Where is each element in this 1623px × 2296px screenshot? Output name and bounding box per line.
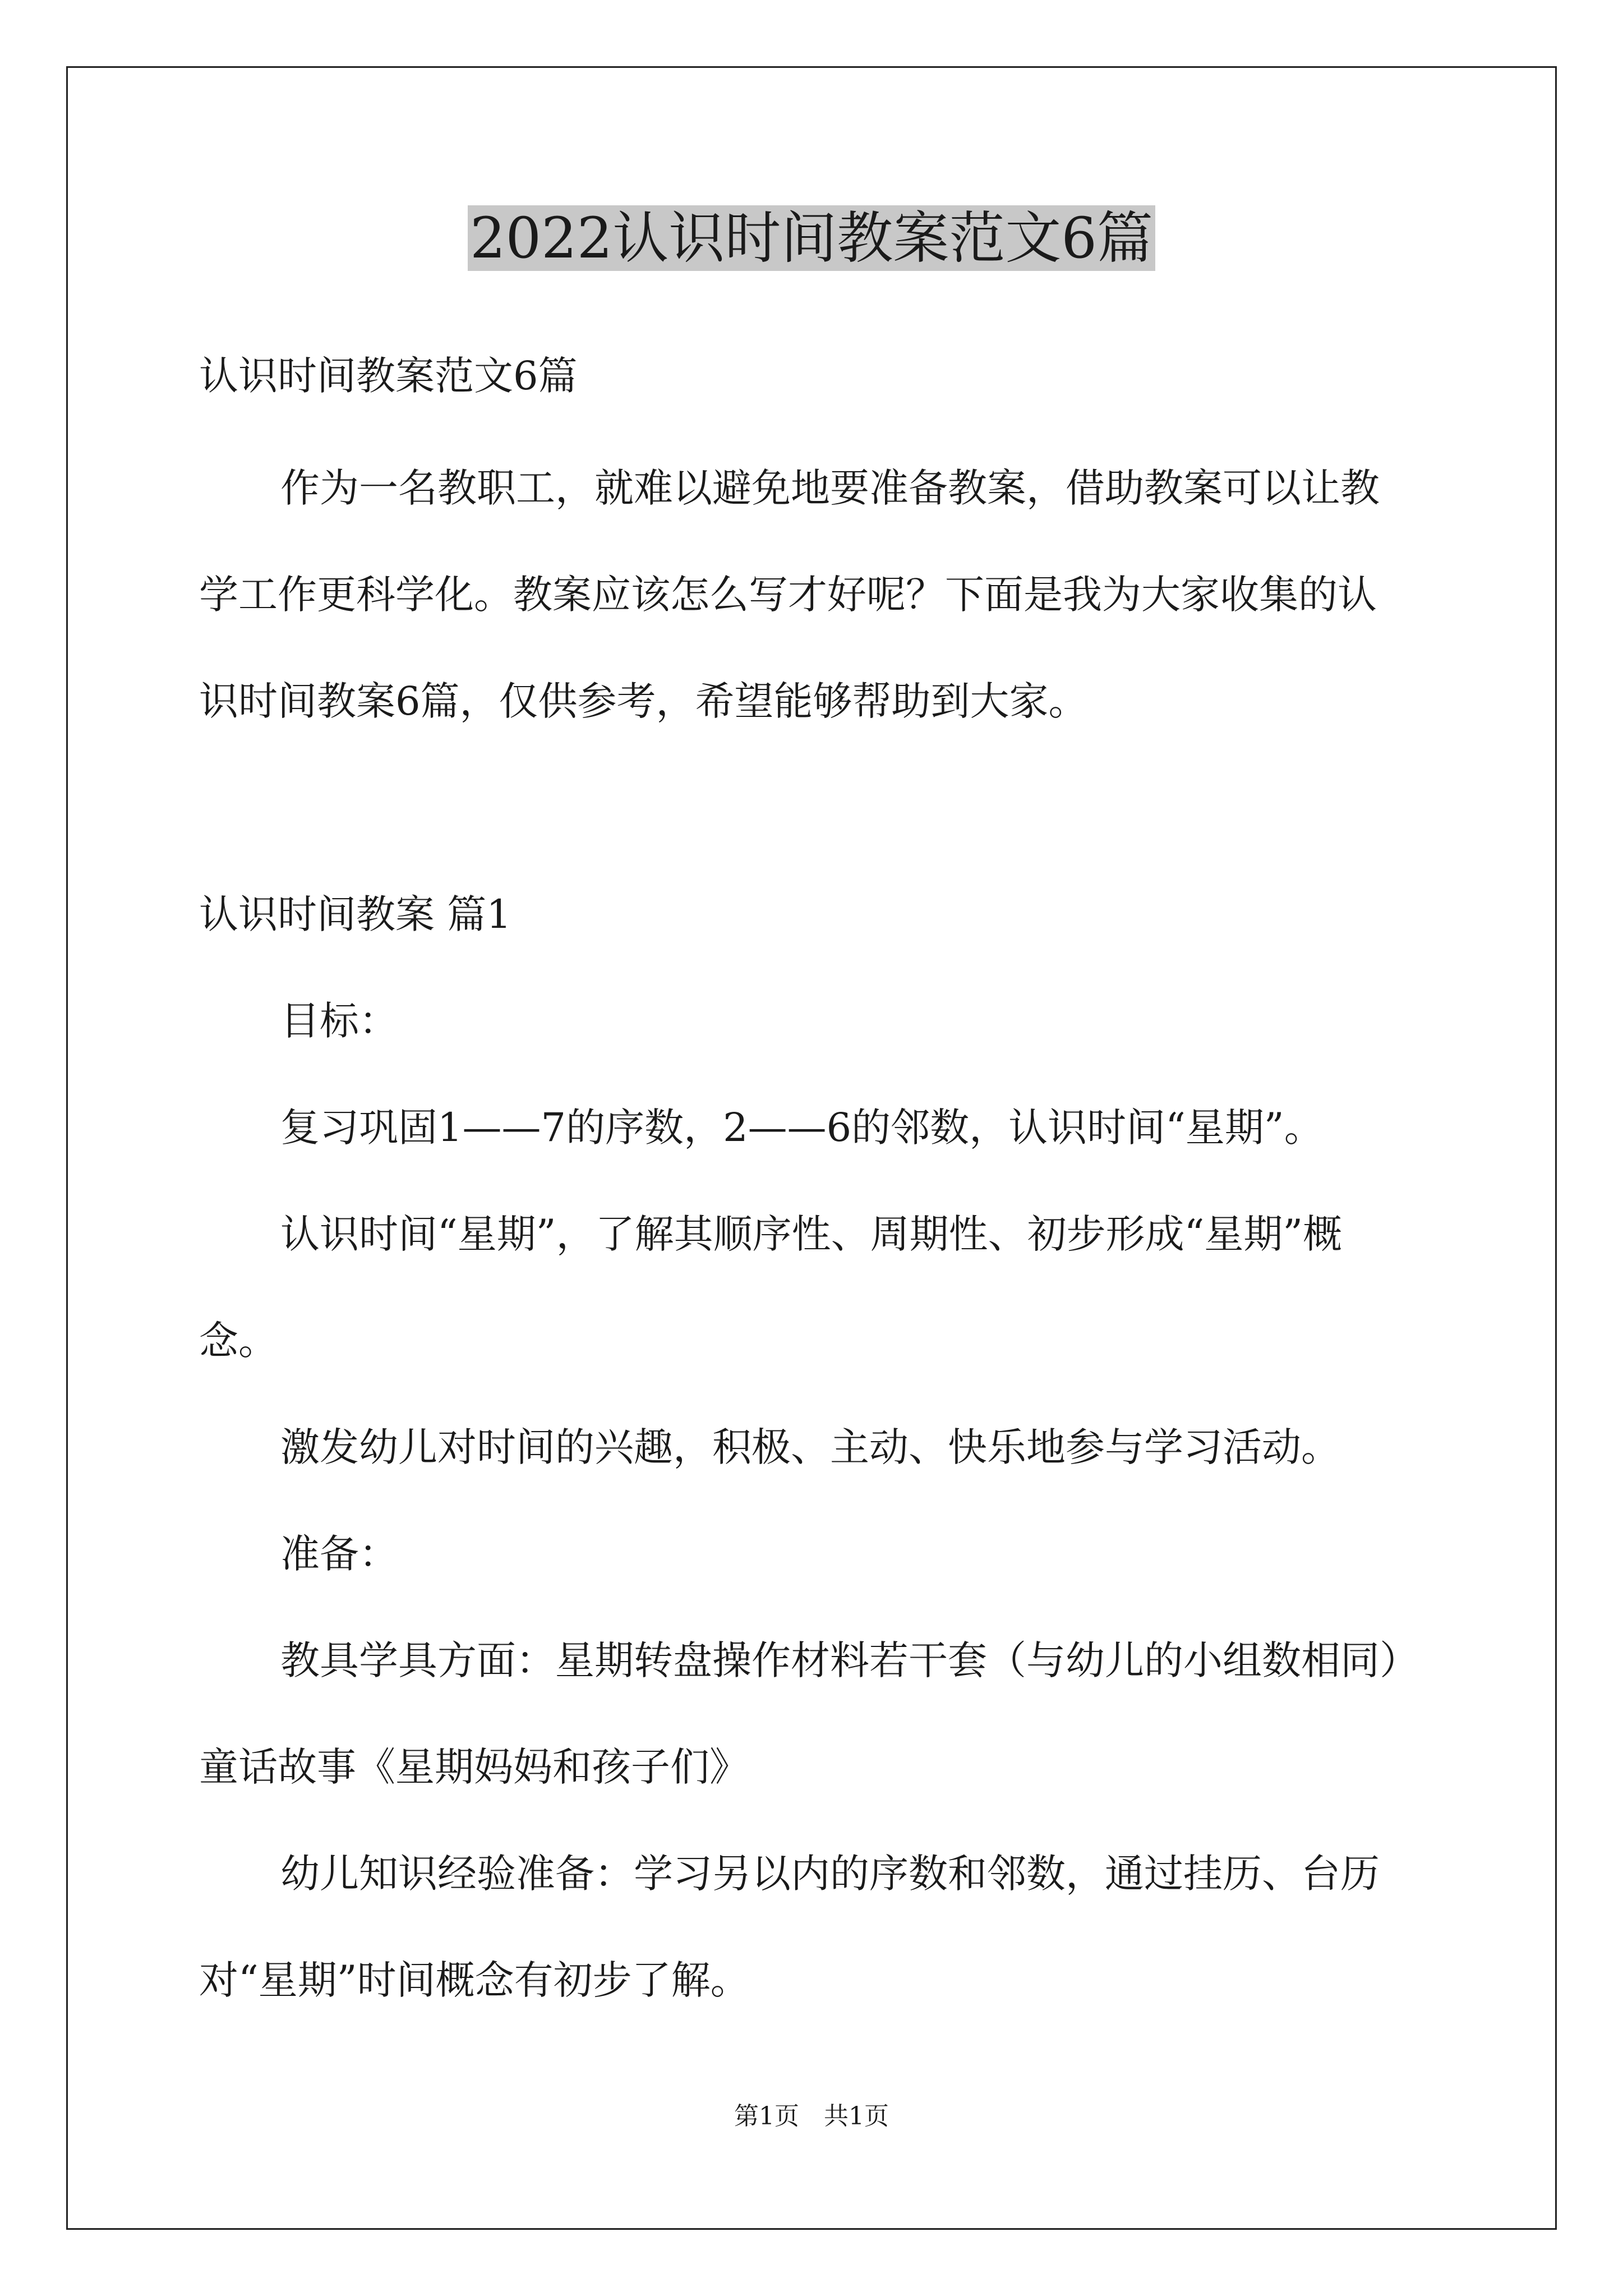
current-page-number: 第1页 [734,2102,799,2131]
paragraph-line: 激发幼儿对时间的兴趣，积极、主动、快乐地参与学习活动。 [280,1424,1340,1470]
intro-paragraph-line: 识时间教案6篇，仅供参考，希望能够帮助到大家。 [199,678,1088,724]
page-footer [0,2100,1623,2133]
paragraph-line: 童话故事《星期妈妈和孩子们》 [199,1744,749,1790]
document-title-text: 2022认识时间教案范文6篇 [468,205,1155,271]
intro-paragraph-line: 作为一名教职工，就难以避免地要准备教案，借助教案可以让教 [280,465,1380,511]
paragraph-line: 准备： [280,1531,398,1577]
document-title [0,199,1623,278]
paragraph-line: 幼儿知识经验准备：学习另以内的序数和邻数，通过挂历、台历 [280,1851,1380,1897]
paragraph-line: 认识时间“星期”，了解其顺序性、周期性、初步形成“星期”概 [280,1211,1343,1257]
section-heading: 认识时间教案 篇1 [199,891,511,937]
paragraph-line: 目标： [280,998,398,1044]
paragraph-line: 念。 [199,1318,278,1364]
paragraph-line: 复习巩固1——7的序数，2——6的邻数，认识时间“星期”。 [280,1105,1324,1151]
document-subtitle: 认识时间教案范文6篇 [199,353,578,399]
paragraph-line: 教具学具方面：星期转盘操作材料若干套（与幼儿的小组数相同） [280,1637,1419,1683]
intro-paragraph-line: 学工作更科学化。教案应该怎么写才好呢？下面是我为大家收集的认 [199,572,1377,618]
total-page-count: 共1页 [824,2102,889,2131]
paragraph-line: 对“星期”时间概念有初步了解。 [199,1957,750,2003]
